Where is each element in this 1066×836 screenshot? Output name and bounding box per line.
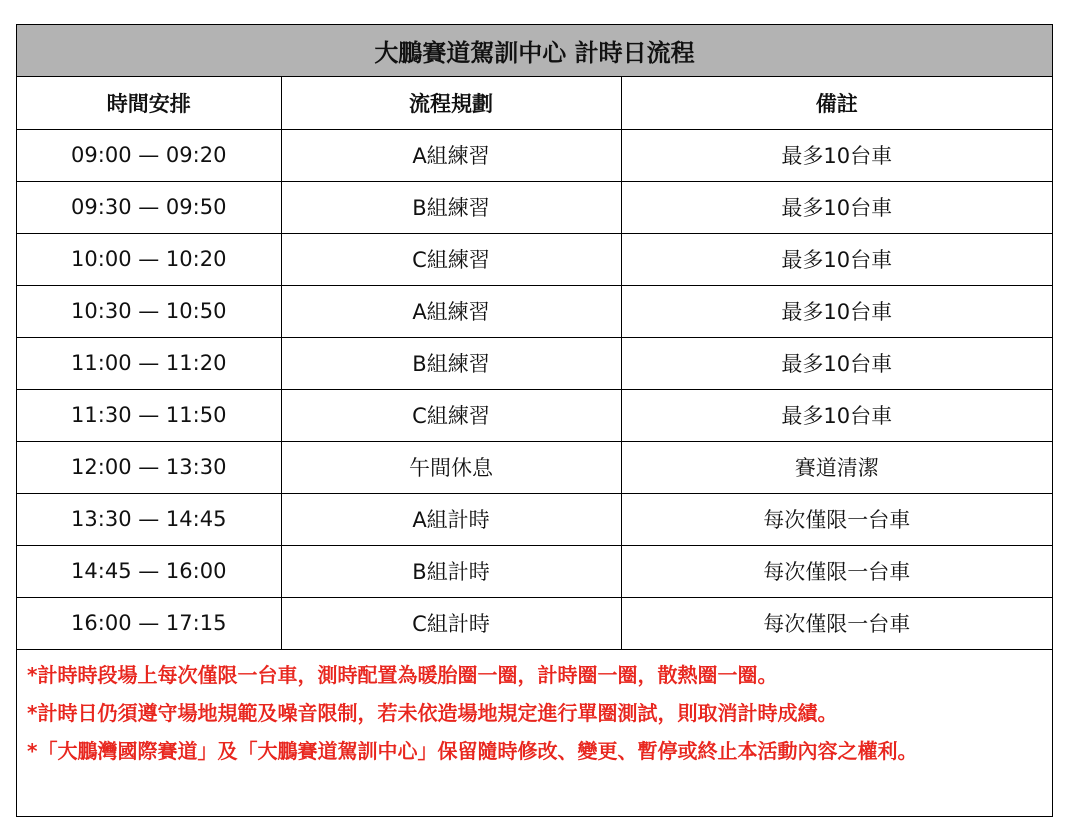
schedule-sheet — [16, 24, 1053, 817]
time-cell: 10:30 — 10:50 — [17, 285, 281, 337]
note-rights-reserved: *「大鵬灣國際賽道」及「大鵬賽道駕訓中心」保留隨時修改、變更、暫停或終止本活動內容之權利。 — [27, 738, 918, 763]
table-header-row — [17, 77, 1052, 129]
plan-cell: C組練習 — [281, 389, 621, 441]
column-header-note: 備註 — [621, 77, 1052, 129]
plan-cell: B組計時 — [281, 545, 621, 597]
schedule-table — [17, 77, 1052, 650]
time-cell: 13:30 — 14:45 — [17, 493, 281, 545]
table-row — [17, 545, 1052, 597]
plan-cell: C組練習 — [281, 233, 621, 285]
table-row — [17, 129, 1052, 181]
note-noise-rules: *計時日仍須遵守場地規範及噪音限制，若未依造場地規定進行單圈測試，則取消計時成績。 — [27, 700, 838, 725]
table-row — [17, 389, 1052, 441]
note-cell: 最多10台車 — [621, 181, 1052, 233]
time-cell: 09:30 — 09:50 — [17, 181, 281, 233]
plan-cell: C組計時 — [281, 597, 621, 649]
note-cell: 最多10台車 — [621, 337, 1052, 389]
plan-cell: 午間休息 — [281, 441, 621, 493]
time-cell: 09:00 — 09:20 — [17, 129, 281, 181]
time-cell: 14:45 — 16:00 — [17, 545, 281, 597]
note-cell: 最多10台車 — [621, 389, 1052, 441]
note-cell: 每次僅限一台車 — [621, 545, 1052, 597]
plan-cell: B組練習 — [281, 337, 621, 389]
plan-cell: A組計時 — [281, 493, 621, 545]
time-cell: 10:00 — 10:20 — [17, 233, 281, 285]
table-row — [17, 233, 1052, 285]
table-row — [17, 493, 1052, 545]
note-cell: 賽道清潔 — [621, 441, 1052, 493]
note-cell: 每次僅限一台車 — [621, 493, 1052, 545]
table-row — [17, 285, 1052, 337]
plan-cell: A組練習 — [281, 285, 621, 337]
table-row — [17, 337, 1052, 389]
time-cell: 11:30 — 11:50 — [17, 389, 281, 441]
time-cell: 11:00 — 11:20 — [17, 337, 281, 389]
column-header-plan: 流程規劃 — [281, 77, 621, 129]
plan-cell: B組練習 — [281, 181, 621, 233]
note-cell: 最多10台車 — [621, 233, 1052, 285]
plan-cell: A組練習 — [281, 129, 621, 181]
time-cell: 16:00 — 17:15 — [17, 597, 281, 649]
note-cell: 最多10台車 — [621, 129, 1052, 181]
table-row — [17, 181, 1052, 233]
time-cell: 12:00 — 13:30 — [17, 441, 281, 493]
note-cell: 最多10台車 — [621, 285, 1052, 337]
table-row — [17, 597, 1052, 649]
column-header-time: 時間安排 — [17, 77, 281, 129]
schedule-title: 大鵬賽道駕訓中心 計時日流程 — [17, 25, 1052, 77]
table-row — [17, 441, 1052, 493]
note-single-car: *計時時段場上每次僅限一台車，測時配置為暖胎圈一圈，計時圈一圈，散熱圈一圈。 — [27, 662, 778, 687]
notes-section — [17, 650, 1052, 770]
note-cell: 每次僅限一台車 — [621, 597, 1052, 649]
